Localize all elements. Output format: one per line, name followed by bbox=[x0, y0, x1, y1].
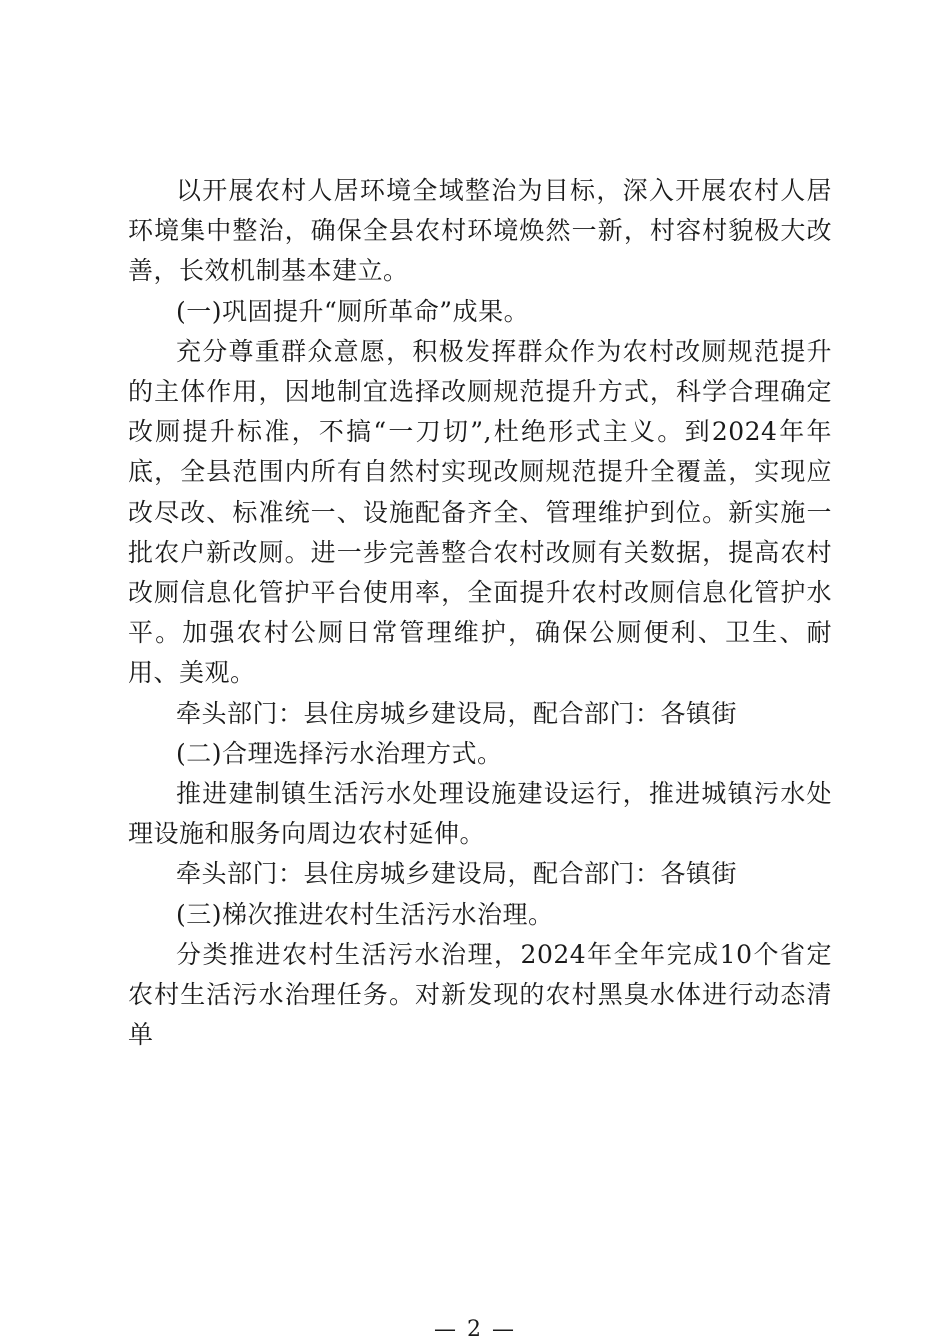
section-heading-2: (二)合理选择污水治理方式。 bbox=[176, 738, 503, 768]
responsible-departments-2: 牵头部门：县住房城乡建设局，配合部门：各镇街 bbox=[176, 859, 738, 889]
paragraph-sewage-governance: 分类推进农村生活污水治理，2024年全年完成10个省定农村生活污水治理任务。对新发现的农村黑臭水体进行动态清单 bbox=[128, 939, 832, 1050]
paragraph-toilet-revolution: 充分尊重群众意愿，积极发挥群众作为农村改厕规范提升的主体作用，因地制宜选择改厕规范提升方式，科学合理确定改厕提升标准，不搞“一刀切”,杜绝形式主义。到2024年年底，全县范围内所有自然村实现改厕规范提升全覆盖，实现应改尽改、标准统一、设施配备齐全、管理维护到位。新实施一批农户新改厕。进一步完善整合农村改厕有关数据，提高农村改厕信息化管护平台使用率，全面提升农村改厕信息化管护水平。加强农村公厕日常管理维护，确保公厕便利、卫生、耐用、美观。 bbox=[128, 336, 832, 688]
section-heading-3: (三)梯次推进农村生活污水治理。 bbox=[176, 899, 554, 929]
page-number: — 2 — bbox=[434, 1317, 516, 1342]
responsible-departments-1: 牵头部门：县住房城乡建设局，配合部门：各镇街 bbox=[176, 698, 738, 728]
paragraph-sewage-method: 推进建制镇生活污水处理设施建设运行，推进城镇污水处理设施和服务向周边农村延伸。 bbox=[128, 779, 832, 849]
paragraph-intro: 以开展农村人居环境全域整治为目标，深入开展农村人居环境集中整治，确保全县农村环境焕然一新，村容村貌极大改善，长效机制基本建立。 bbox=[128, 176, 832, 286]
section-heading-1: (一)巩固提升“厕所革命”成果。 bbox=[176, 296, 530, 326]
document-body bbox=[128, 171, 832, 1055]
